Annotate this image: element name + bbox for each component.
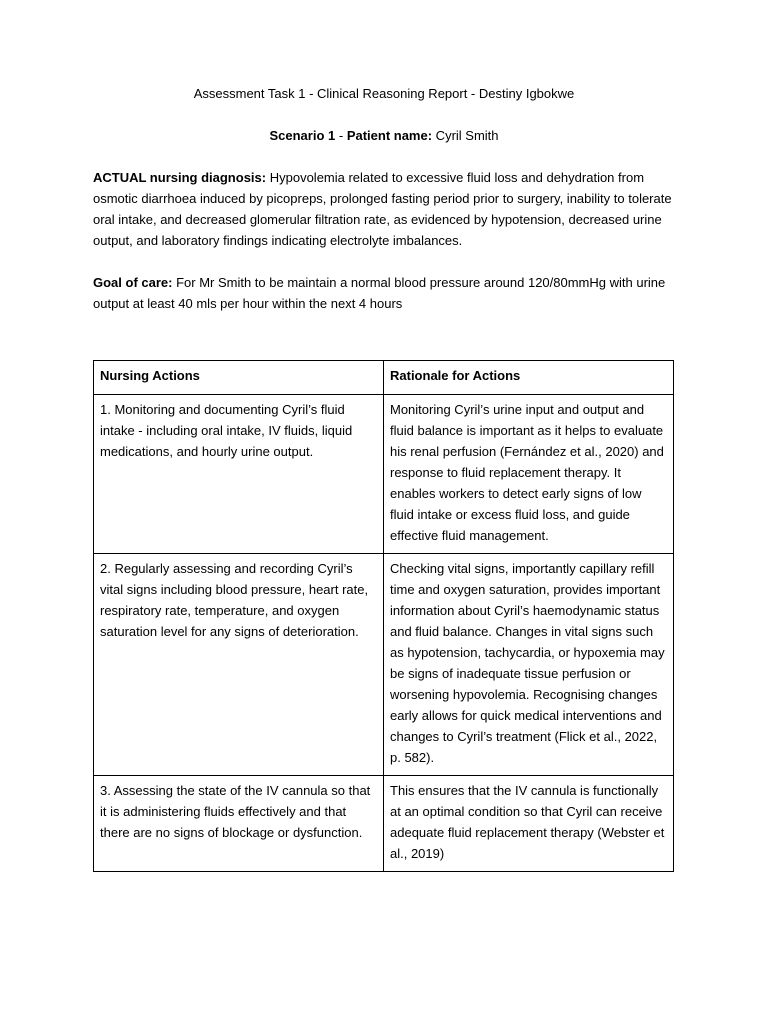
scenario-separator: - [335,128,347,143]
table-header-row [94,361,674,395]
nursing-diagnosis [93,167,678,251]
action-cell: 3. Assessing the state of the IV cannula so that it is administering fluids effectively and that there are no signs of blockage or dysfunction. [94,776,384,872]
diagnosis-label: ACTUAL nursing diagnosis: [93,170,267,185]
scenario-label: Scenario 1 [269,128,336,143]
nursing-actions-table [93,360,674,872]
goal-of-care [93,272,678,314]
table-row [94,554,674,776]
table-row [94,395,674,554]
patient-name: Cyril Smith [432,128,499,143]
rationale-cell: Checking vital signs, importantly capillary refill time and oxygen saturation, provides important information about Cyril’s haemodynamic status and fluid balance. Changes in vital signs such as hypotension, tachycardia, or hypoxemia may be signs of inadequate tissue perfusion or worsening hypovolemia. Recognising changes early allows for quick medical interventions and changes to Cyril’s treatment (Flick et al., 2022, p. 582). [384,554,674,776]
action-cell: 1. Monitoring and documenting Cyril’s fluid intake - including oral intake, IV fluids, liquid medications, and hourly urine output. [94,395,384,554]
goal-text: For Mr Smith to be maintain a normal blood pressure around 120/80mmHg with urine output at least 40 mls per hour within the next 4 hours [93,275,666,311]
goal-label: Goal of care: [93,275,173,290]
patient-name-label: Patient name: [346,128,433,143]
header-rationale: Rationale for Actions [384,361,674,395]
rationale-cell: Monitoring Cyril’s urine input and output and fluid balance is important as it helps to evaluate his renal perfusion (Fernández et al., 2020) and response to fluid replacement therapy. It enables workers to detect early signs of low fluid intake or excess fluid loss, and guide effective fluid management. [384,395,674,554]
rationale-cell: This ensures that the IV cannula is functionally at an optimal condition so that Cyril can receive adequate fluid replacement therapy (Webster et al., 2019) [384,776,674,872]
scenario-line [0,125,768,146]
diagnosis-text: Hypovolemia related to excessive fluid loss and dehydration from osmotic diarrhoea induced by picopreps, prolonged fasting period prior to surgery, inability to tolerate oral intake, and decreased glomerular filtration rate, as evidenced by hypotension, decreased urine output, and laboratory findings indicating electrolyte imbalances. [93,170,672,248]
table-row [94,776,674,872]
action-cell: 2. Regularly assessing and recording Cyril’s vital signs including blood pressure, heart rate, respiratory rate, temperature, and oxygen saturation level for any signs of deterioration. [94,554,384,776]
header-nursing-actions: Nursing Actions [94,361,384,395]
document-title: Assessment Task 1 - Clinical Reasoning Report - Destiny Igbokwe [193,86,575,101]
